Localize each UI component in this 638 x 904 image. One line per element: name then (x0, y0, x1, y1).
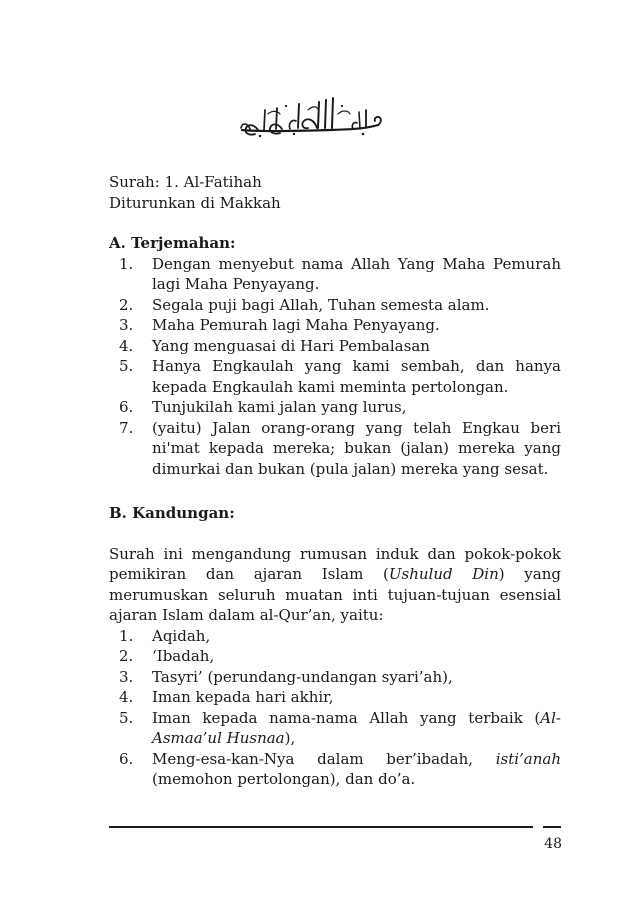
list-item (109, 336, 561, 357)
paragraph-text-end: ) yang merumuskan seluruh muatan inti tujuan-tujuan esensial ajaran Islam dalam al-Qur’an, yaitu: (109, 565, 561, 624)
list-item-number: 3. (119, 316, 134, 334)
list-item (109, 667, 561, 688)
list-item-text: Yang menguasai di Hari Pembalasan (152, 336, 430, 355)
page-number: 48 (544, 836, 562, 852)
list-item (109, 397, 561, 418)
list-item-text: Maha Pemurah lagi Maha Penyayang. (152, 316, 440, 334)
list-item (109, 254, 561, 295)
list-item-text: Segala puji bagi Allah, Tuhan semesta alam. (152, 295, 490, 314)
list-item-text-start: Meng-esa-kan-Nya dalam ber’ibadah, (152, 749, 496, 768)
list-item-text: ‘Ibadah, (152, 647, 215, 665)
paragraph-text-start: Surah ini mengandung rumusan induk dan pokok-pokok pemikiran dan ajaran Islam ( (109, 544, 561, 583)
list-item (109, 646, 561, 667)
surah-meta (109, 172, 561, 213)
list-item-number: 5. (119, 357, 134, 375)
list-item-italic-term: isti’anah (495, 749, 561, 768)
kandungan-list (109, 626, 561, 790)
list-item-text-end: ), (284, 729, 296, 747)
list-item (109, 687, 561, 708)
list-item-italic-term: Al-Asmaa’ul Husnaa (152, 708, 561, 747)
list-item-text: Hanya Engkaulah yang kami sembah, dan hanya kepada Engkaulah kami meminta pertolongan. (152, 357, 561, 396)
list-item (109, 708, 561, 749)
paragraph-italic-term: Ushulud Din (388, 565, 499, 583)
list-item-text: Aqidah, (152, 626, 211, 645)
list-item-text: Dengan menyebut nama Allah Yang Maha Pemurah lagi Maha Penyayang. (152, 254, 561, 293)
list-item (109, 356, 561, 397)
list-item-number: 2. (119, 647, 134, 665)
list-item-number: 4. (119, 336, 134, 355)
list-item-text: Iman kepada hari akhir, (152, 688, 334, 706)
list-item-text: (yaitu) Jalan orang-orang yang telah Engkau beri ni'mat kepada mereka; bukan (jalan) mereka yang dimurkai dan bukan (pula jalan) mereka yang sesat. (152, 418, 561, 478)
list-item (109, 749, 561, 790)
list-item-number: 1. (119, 254, 134, 273)
list-item (109, 626, 561, 647)
list-item-text-start: Iman kepada nama-nama Allah yang terbaik ( (152, 708, 541, 727)
list-item-text: Tunjukilah kami jalan yang lurus, (152, 398, 407, 416)
basmalah-calligraphy-image (238, 92, 386, 138)
list-item-number: 6. (119, 749, 134, 768)
page-number-rule (543, 826, 561, 828)
list-item-text-end: (memohon pertolongan), dan do’a. (152, 770, 416, 788)
list-item-number: 5. (119, 708, 134, 727)
revelation-place: Diturunkan di Makkah (109, 193, 281, 212)
surah-title: Surah: 1. Al-Fatihah (109, 173, 262, 191)
list-item-number: 3. (119, 667, 134, 686)
list-item-number: 4. (119, 688, 134, 706)
list-item-text: Tasyri’ (perundang-undangan syari’ah), (152, 667, 453, 686)
list-item (109, 295, 561, 316)
section-a-heading: A. Terjemahan: (109, 234, 236, 252)
basmalah-calligraphy (238, 92, 386, 138)
list-item-number: 6. (119, 398, 134, 416)
section-b-heading: B. Kandungan: (109, 504, 235, 522)
translation-list (109, 254, 561, 480)
kandungan-paragraph (109, 544, 561, 626)
page-content (109, 172, 561, 790)
list-item-number: 2. (119, 295, 134, 314)
list-item (109, 315, 561, 336)
list-item (109, 418, 561, 480)
list-item-number: 1. (119, 626, 134, 645)
list-item-number: 7. (119, 418, 134, 437)
footer-divider (109, 826, 533, 828)
